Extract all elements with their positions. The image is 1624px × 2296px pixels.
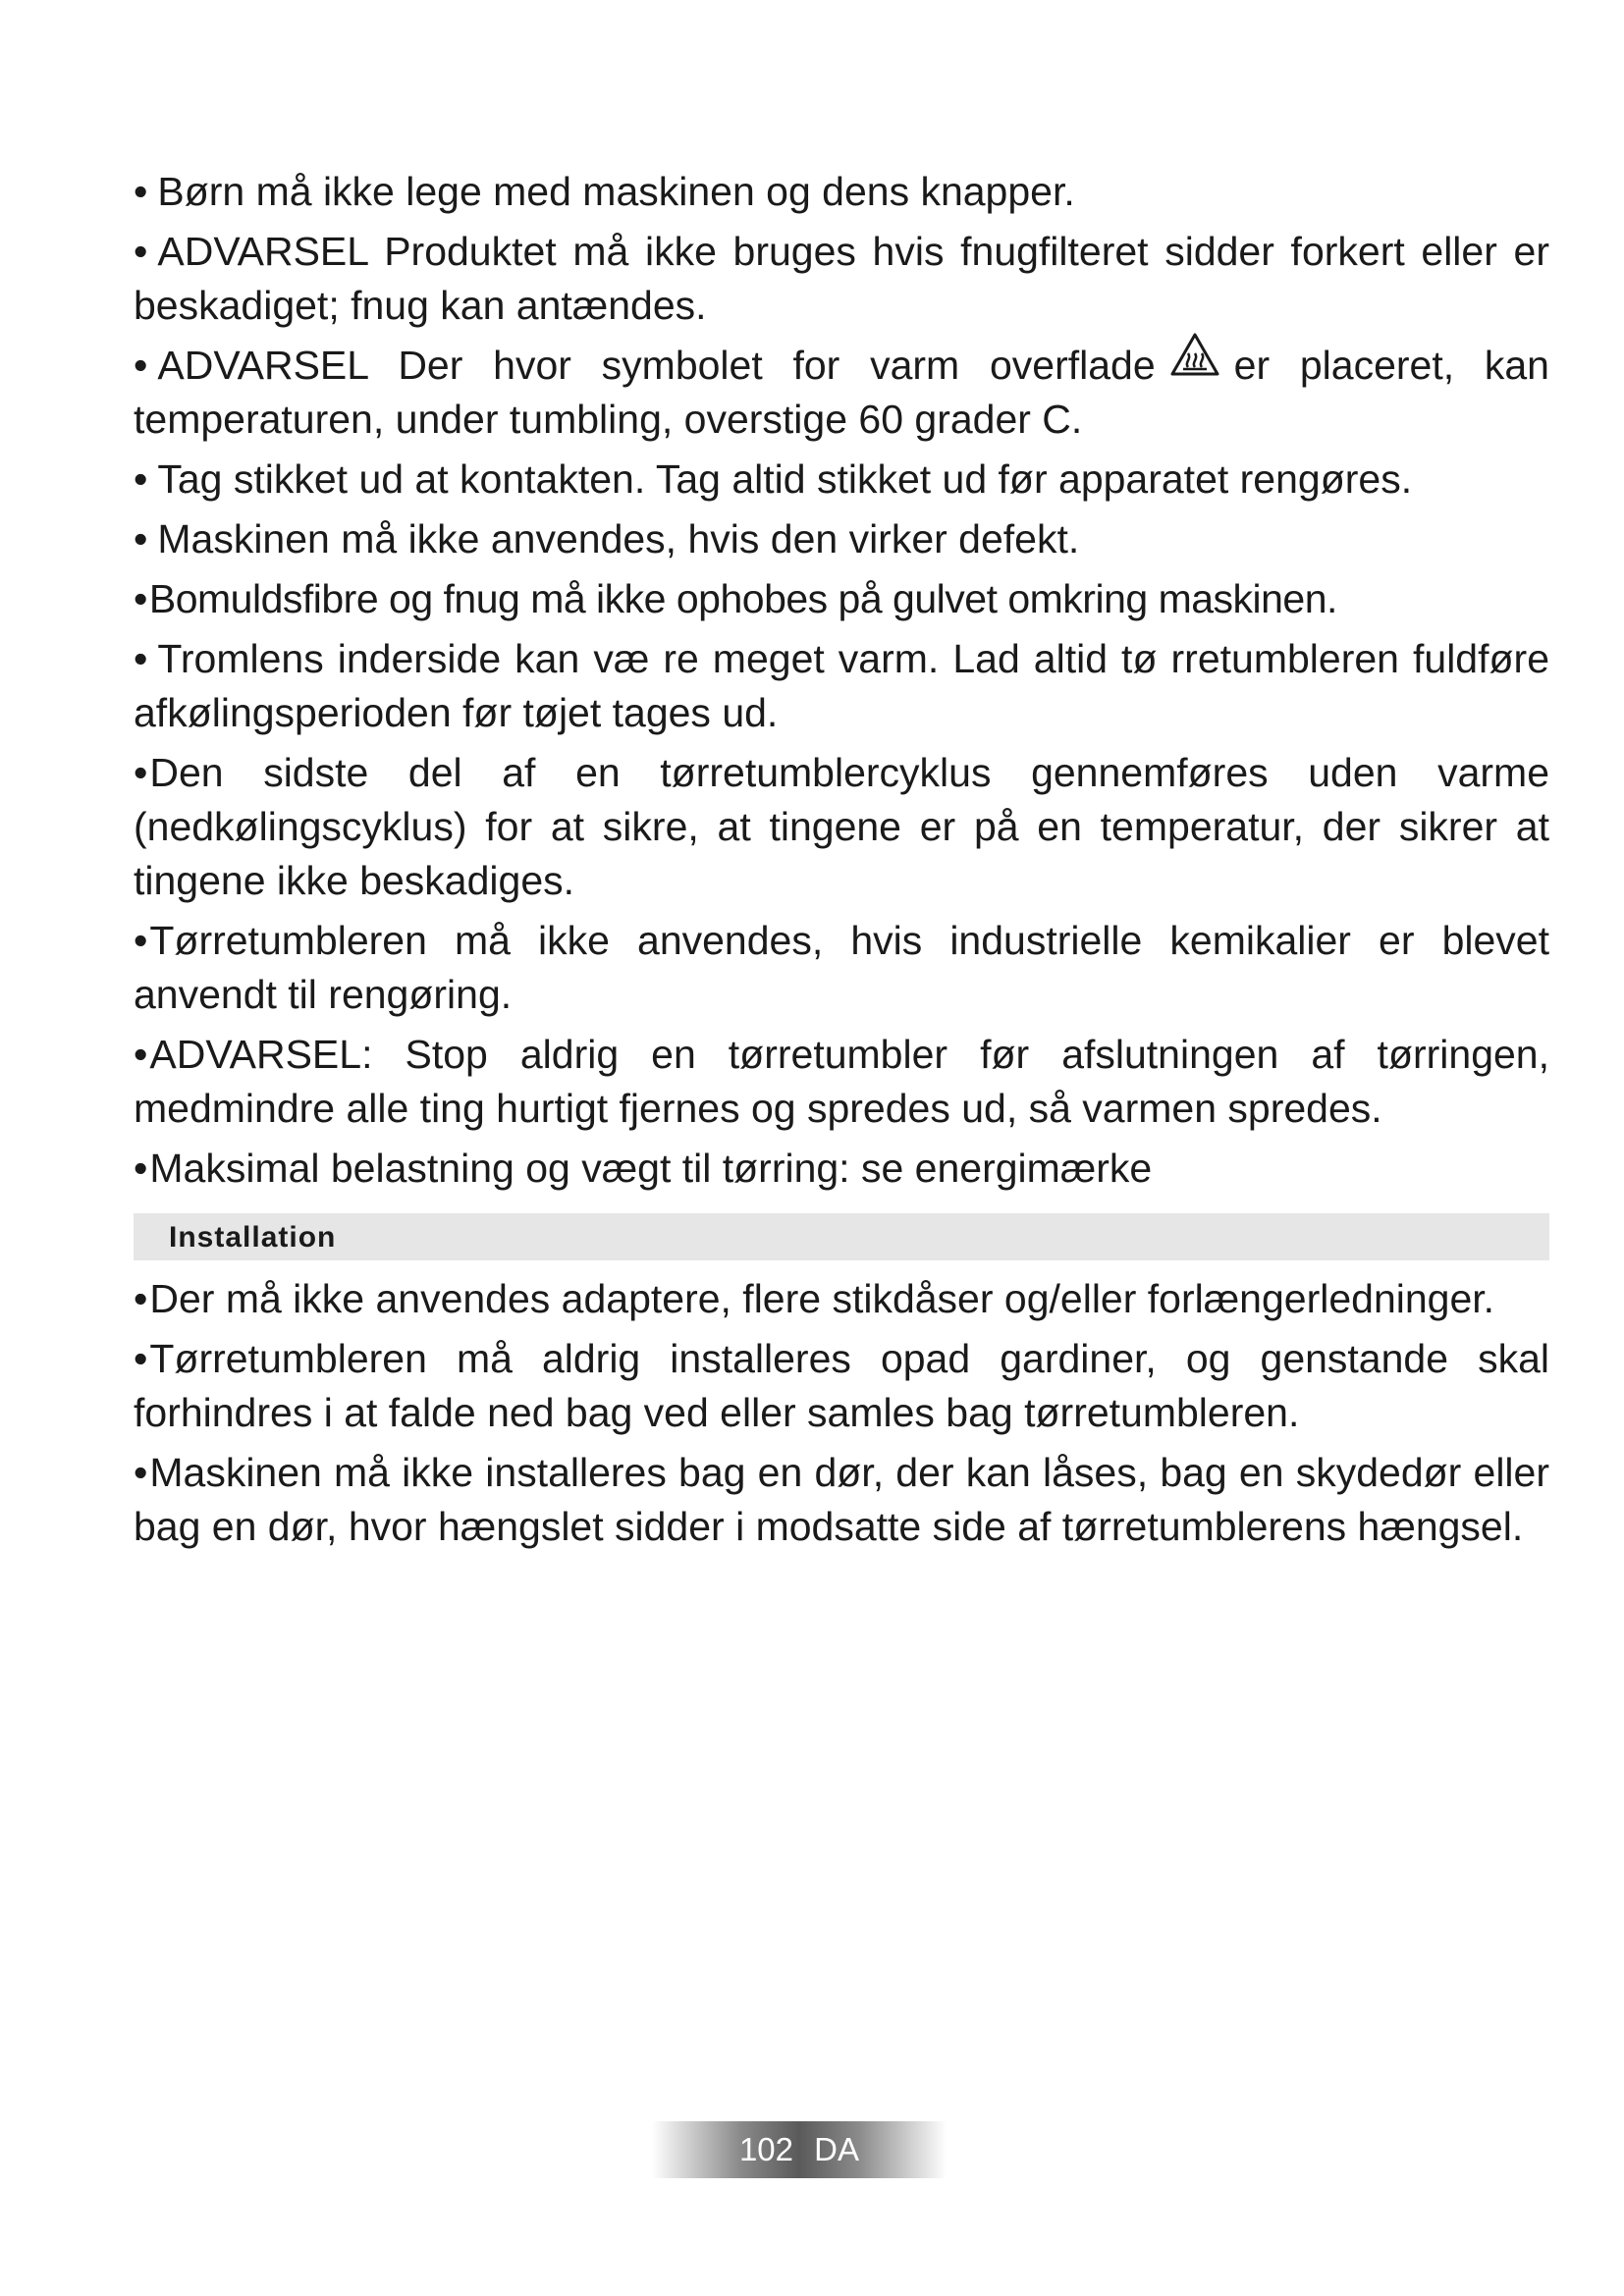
page-number-badge	[652, 2121, 947, 2178]
bullet: •	[134, 636, 148, 681]
list-item-text: ADVARSEL: Stop aldrig en tørretumbler før afslutningen af tørringen, medmindre alle ting hurtigt fjernes og spredes ud, så varmen spredes.	[134, 1032, 1549, 1131]
bullet: •	[134, 1032, 148, 1077]
list-item	[134, 572, 1549, 626]
bullet: •	[134, 1146, 148, 1191]
list-item	[134, 225, 1549, 333]
list-item	[134, 1332, 1549, 1440]
list-item-text: Den sidste del af en tørretumblercyklus gennemføres uden varme (nedkølingscyklus) for at sikre, at tingene er på en temperatur, der sikrer at tingene ikke beskadiges.	[134, 750, 1549, 903]
section-header-installation	[134, 1213, 1549, 1260]
list-item-text: Tørretumbleren må aldrig installeres opad gardiner, og genstande skal forhindres i at falde ned bag ved eller samles bag tørretumbleren.	[134, 1336, 1549, 1435]
bullet: •	[134, 1450, 148, 1495]
list-item-text: er placeret, kan temperaturen, under tumbling, overstige 60 grader C.	[134, 343, 1549, 442]
hot-surface-warning-icon	[1169, 332, 1220, 391]
bullet: •	[134, 456, 148, 502]
list-item	[134, 512, 1549, 566]
bullet: •	[134, 1276, 148, 1321]
list-item-text: Maskinen må ikke anvendes, hvis den virker defekt.	[157, 516, 1080, 561]
list-item	[134, 339, 1549, 447]
list-item-text: Maskinen må ikke installeres bag en dør, der kan låses, bag en skydedør eller bag en dør, hvor hængslet sidder i modsatte side af tørretumblerens hængsel.	[134, 1450, 1549, 1549]
list-item-text: Børn må ikke lege med maskinen og dens knapper.	[157, 169, 1075, 214]
list-item	[134, 1272, 1549, 1326]
bullet: •	[134, 918, 148, 963]
list-item-text: Tag stikket ud at kontakten. Tag altid stikket ud før apparatet rengøres.	[157, 456, 1413, 502]
bullet: •	[134, 576, 147, 621]
list-item	[134, 453, 1549, 507]
list-item-text: Der må ikke anvendes adaptere, flere stikdåser og/eller forlængerledninger.	[149, 1276, 1495, 1321]
list-item-text: Maksimal belastning og vægt til tørring: se energimærke	[149, 1146, 1153, 1191]
page-number: 102 DA	[738, 2131, 860, 2167]
list-item-text: Bomuldsfibre og fnug må ikke ophobes på gulvet omkring maskinen.	[148, 576, 1337, 621]
list-item-text: ADVARSEL Produktet må ikke bruges hvis fnugfilteret sidder forkert eller er beskadiget; fnug kan antændes.	[134, 229, 1549, 328]
list-item	[134, 746, 1549, 908]
page-content	[134, 165, 1549, 1560]
list-item	[134, 632, 1549, 740]
bullet: •	[134, 343, 148, 388]
section-title: Installation	[169, 1221, 337, 1254]
list-item	[134, 914, 1549, 1022]
bullet: •	[134, 750, 148, 795]
list-item-text: ADVARSEL Der hvor symbolet for varm overflade	[157, 343, 1156, 388]
bullet: •	[134, 169, 148, 214]
bullet: •	[134, 1336, 148, 1381]
bullet: •	[134, 516, 148, 561]
list-item-text: Tromlens inderside kan væ re meget varm. Lad altid tø rretumbleren fuldføre afkølingsperioden før tøjet tages ud.	[134, 636, 1549, 735]
list-item	[134, 1028, 1549, 1136]
list-item	[134, 1446, 1549, 1554]
bullet: •	[134, 229, 148, 274]
list-item	[134, 165, 1549, 219]
list-item	[134, 1142, 1549, 1196]
list-item-text: Tørretumbleren må ikke anvendes, hvis industrielle kemikalier er blevet anvendt til rengøring.	[134, 918, 1549, 1017]
